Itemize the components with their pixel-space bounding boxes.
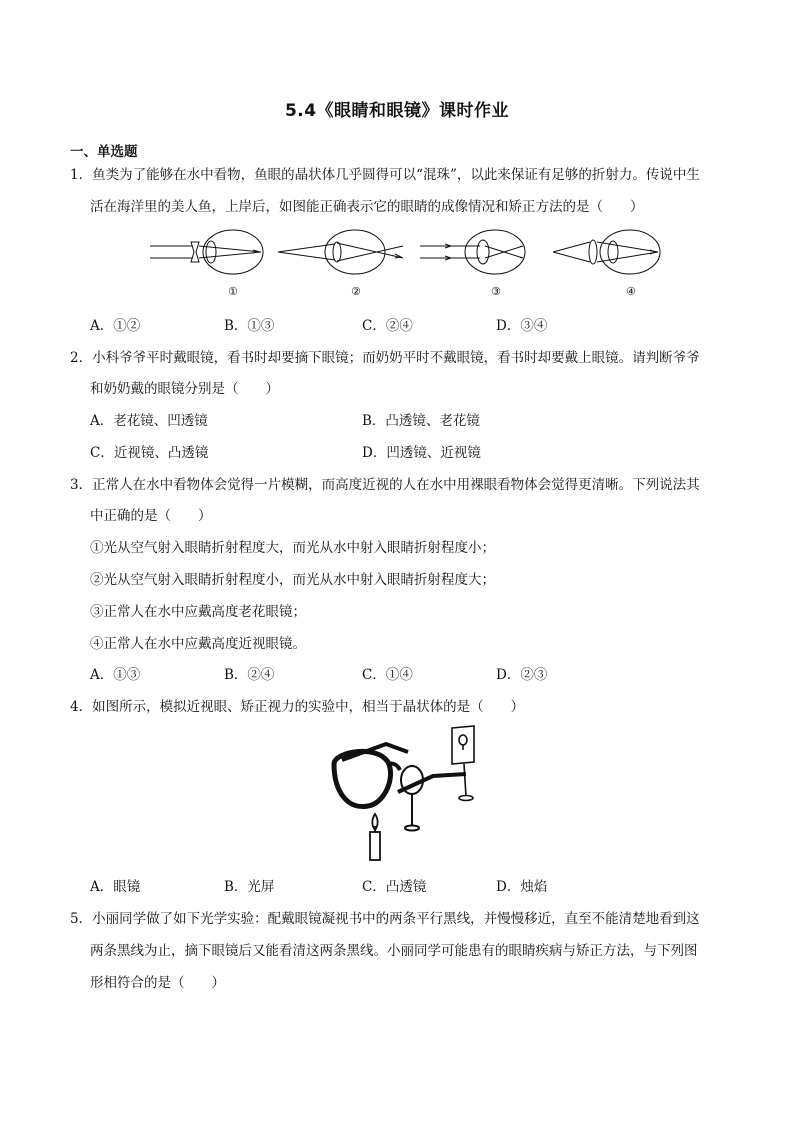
q5-text-line-1: 5．小丽同学做了如下光学实验：配戴眼镜凝视书中的两条平行黑线，并慢慢移近，直至不能清楚地看到这 <box>70 911 700 927</box>
q1-option-a[interactable]: A．①② <box>90 318 141 334</box>
q5-text-line-2: 两条黑线为止，摘下眼镜后又能看清这两条黑线。小丽同学可能患有的眼睛疾病与矫正方法，与下列图 <box>90 943 698 959</box>
eye-diagram-4 <box>553 230 660 274</box>
q3-option-a[interactable]: A．①③ <box>90 667 141 683</box>
convex-lens <box>401 766 423 831</box>
q1-option-c[interactable]: C．②④ <box>362 318 413 334</box>
fig-label-4: ④ <box>626 285 636 298</box>
fig-label-2: ② <box>351 285 361 298</box>
q3-statement-2: ②光从空气射入眼睛折射程度小，而光从水中射入眼睛折射程度大； <box>90 572 495 588</box>
fig-label-3: ③ <box>491 285 501 298</box>
q1-eye-diagrams <box>145 228 675 300</box>
q3-option-b[interactable]: B．②④ <box>224 667 275 683</box>
q4-option-a[interactable]: A．眼镜 <box>90 879 141 895</box>
q5-text-line-3: 形相符合的是（ ） <box>90 975 225 991</box>
q3-statement-1: ①光从空气射入眼睛折射程度大，而光从水中射入眼睛折射程度小； <box>90 540 495 556</box>
q3-option-d[interactable]: D．②③ <box>496 667 548 683</box>
q1-text-line-2: 活在海洋里的美人鱼，上岸后，如图能正确表示它的眼睛的成像情况和矫正方法的是（ ） <box>90 199 644 215</box>
q2-option-c[interactable]: C．近视镜、凸透镜 <box>90 445 209 461</box>
q2-option-a[interactable]: A．老花镜、凹透镜 <box>90 413 208 429</box>
q3-statement-3: ③正常人在水中应戴高度老花眼镜； <box>90 604 306 620</box>
q4-option-c[interactable]: C．凸透镜 <box>362 879 427 895</box>
section-heading: 一、单选题 <box>70 144 138 160</box>
q3-text-line-1: 3．正常人在水中看物体会觉得一片模糊，而高度近视的人在水中用裸眼看物体会觉得更清晰。下列说法其 <box>70 477 700 493</box>
page-title: 5.4《眼睛和眼镜》课时作业 <box>284 101 510 121</box>
q3-statement-4: ④正常人在水中应戴高度近视眼镜。 <box>90 636 306 652</box>
eye-diagram-3 <box>420 230 525 274</box>
q1-text-line-1: 1．鱼类为了能够在水中看物，鱼眼的晶状体几乎圆得可以“混珠”，以此来保证有足够的折射力。传说中生 <box>70 167 700 183</box>
q1-option-b[interactable]: B．①③ <box>224 318 275 334</box>
fig-label-1: ① <box>228 285 238 298</box>
eye-diagram-1 <box>150 230 263 274</box>
q4-option-d[interactable]: D．烛焰 <box>496 879 548 895</box>
q1-option-d[interactable]: D．③④ <box>496 318 548 334</box>
candle <box>370 814 380 860</box>
q2-option-b[interactable]: B．凸透镜、老花镜 <box>362 413 480 429</box>
light-screen <box>452 726 474 801</box>
eye-diagram-2 <box>278 230 403 274</box>
q4-glasses-experiment-figure <box>328 722 478 864</box>
q3-text-line-2: 中正确的是（ ） <box>90 508 212 524</box>
q2-option-d[interactable]: D．凹透镜、近视镜 <box>362 445 481 461</box>
q3-option-c[interactable]: C．①④ <box>362 667 413 683</box>
q2-text-line-1: 2．小科爷爷平时戴眼镜，看书时却要摘下眼镜；而奶奶平时不戴眼镜，看书时却要戴上眼镜。请判断爷爷 <box>70 350 700 366</box>
q4-text-line-1: 4．如图所示，模拟近视眼、矫正视力的实验中，相当于晶状体的是（ ） <box>70 699 525 715</box>
q4-option-b[interactable]: B．光屏 <box>224 879 275 895</box>
q2-text-line-2: 和奶奶戴的眼镜分别是（ ） <box>90 381 279 397</box>
